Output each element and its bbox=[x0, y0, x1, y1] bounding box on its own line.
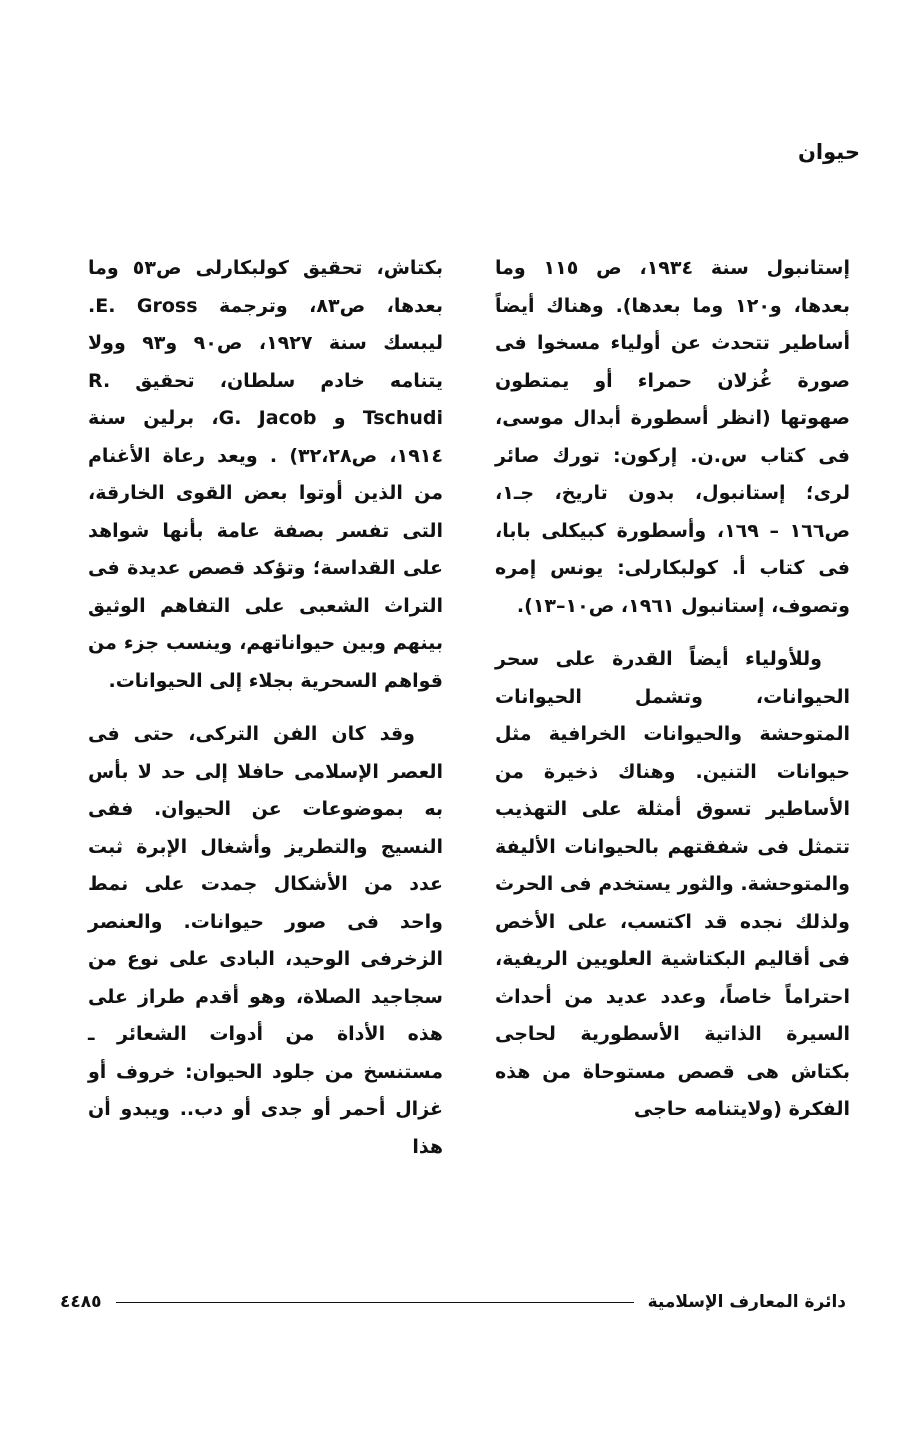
page-footer bbox=[60, 1292, 846, 1312]
text-column-left bbox=[88, 250, 443, 1166]
paragraph: وقد كان الفن التركى، حتى فى العصر الإسلامى حافلا إلى حد لا بأس به بموضوعات عن الحيوان. ففى النسيج والتطريز وأشغال الإبرة ثبت عدد من الأشكال جمدت على نمط واحد فى صور حيوانات. والعنصر الزخرفى الوحيد، البادى على نوع من سجاجيد الصلاة، وهو أقدم طراز على هذه الأداة من أدوات الشعائر ـ مستنسخ من جلود الحيوان: خروف أو غزال أحمر أو جدى أو دب.. ويبدو أن هذا bbox=[88, 723, 443, 1158]
paragraph: بكتاش، تحقيق كولبكارلى ص٥٣ وما بعدها، ص٨٣، وترجمة E. Gross. ليبسك سنة ١٩٢٧، ص٩٠ و٩٣ وولا يتنامه خادم سلطان، تحقيق R. Tschudi و G. Jacob، برلين سنة ١٩١٤، ص٣٢،٢٨) . ويعد رعاة الأغنام من الذين أوتوا بعض القوى الخارقة، التى تفسر بصفة عامة بأنها شواهد على القداسة؛ وتؤكد قصص عديدة فى التراث الشعبى على التفاهم الوثيق بينهم وبين حيواناتهم، وينسب جزء من قواهم السحرية بجلاء إلى الحيوانات. bbox=[88, 257, 443, 692]
page-header bbox=[60, 140, 860, 164]
page-number: ٤٤٨٥ bbox=[60, 1292, 102, 1312]
paragraph: إستانبول سنة ١٩٣٤، ص ١١٥ وما بعدها، و١٢٠ وما بعدها). وهناك أيضاً أساطير تتحدث عن أولياء مسخوا فى صورة غُزلان حمراء أو يمتطون صهوتها (انظر أسطورة أبدال موسى، فى كتاب س.ن. إركون: تورك صائر لرى؛ إستانبول، بدون تاريخ، جـ١، ص١٦٦ – ١٦٩، وأسطورة كبيكلى بابا، فى كتاب أ. كولبكارلى: يونس إمره وتصوف، إستانبول ١٩٦١، ص١٠–١٣). bbox=[495, 257, 851, 617]
text-column-right bbox=[495, 250, 850, 1129]
footer-journal-title: دائرة المعارف الإسلامية bbox=[647, 1292, 846, 1312]
footer-rule bbox=[116, 1302, 634, 1303]
paragraph: وللأولياء أيضاً القدرة على سحر الحيوانات، وتشمل الحيوانات المتوحشة والحيوانات الخرافية مثل حيوانات التنين. وهناك ذخيرة من الأساطير تسوق أمثلة على التهذيب تتمثل فى شفقتهم بالحيوانات الأليفة والمتوحشة. والثور يستخدم فى الحرث ولذلك نجده قد اكتسب، على الأخص فى أقاليم البكتاشية العلويين الريفية، احتراماً خاصاً، وعدد عديد من أحداث السيرة الذاتية الأسطورية لحاجى بكتاش هى قصص مستوحاة من هذه الفكرة (ولايتنامه حاجى bbox=[495, 648, 850, 1120]
header-title: حيوان bbox=[798, 140, 860, 164]
